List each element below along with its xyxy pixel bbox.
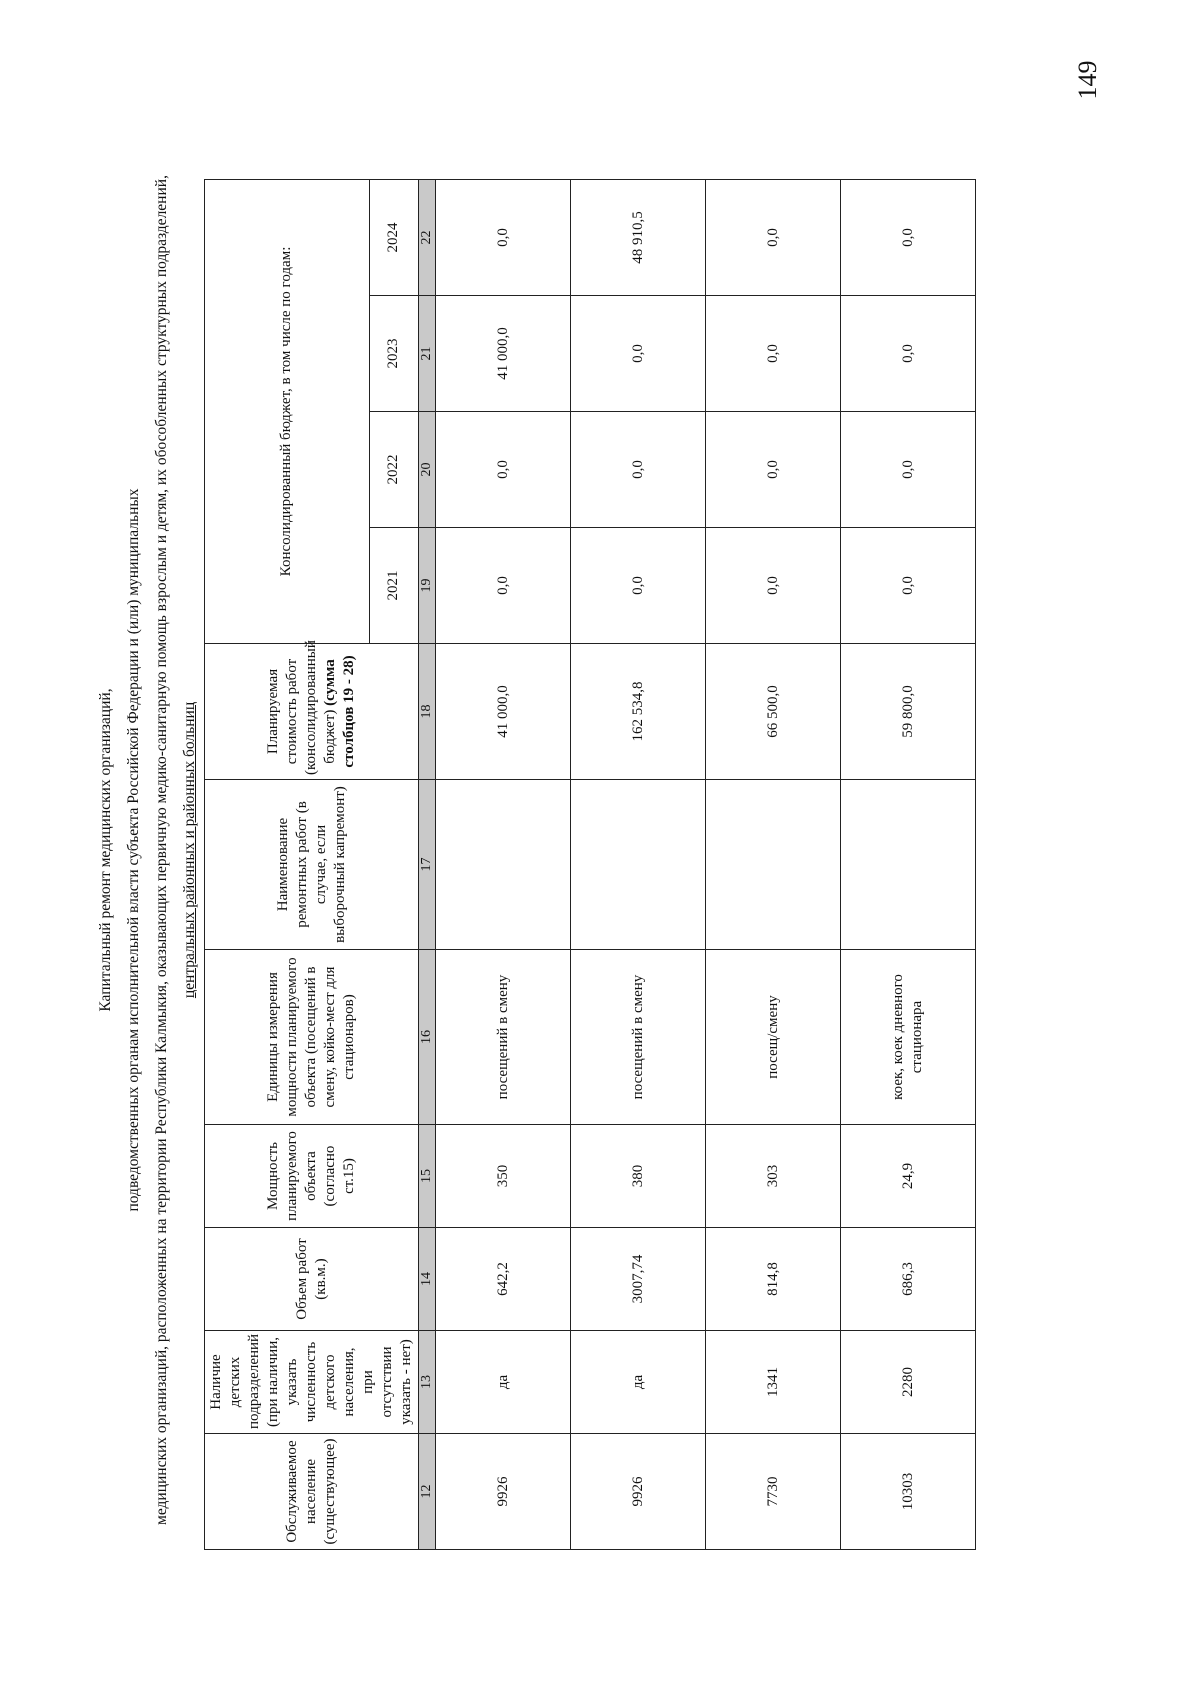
table-row <box>706 179 841 1549</box>
table-row <box>841 179 976 1549</box>
document-title <box>92 100 202 1600</box>
table-cell: 0,0 <box>436 179 571 295</box>
table-cell: 0,0 <box>841 412 976 528</box>
table-cell <box>571 780 706 950</box>
column-number: 18 <box>419 644 436 780</box>
column-number: 17 <box>419 780 436 950</box>
column-number: 20 <box>419 412 436 528</box>
table-cell: 0,0 <box>706 296 841 412</box>
page-number: 149 <box>1073 60 1102 100</box>
table-cell: 303 <box>706 1125 841 1228</box>
column-number: 21 <box>419 296 436 412</box>
table-cell: коек, коек дневного стационара <box>841 950 976 1125</box>
table-cell: 814,8 <box>706 1228 841 1331</box>
column-number: 22 <box>419 179 436 295</box>
header-c17: Наименование ремонтных работ (в случае, если выборочный капремонт) <box>205 780 419 950</box>
header-c16: Единицы измерения мощности планируемого объекта (посещений в смену, койко-мест для стационаров) <box>205 950 419 1125</box>
table-row <box>571 179 706 1549</box>
table-cell: да <box>436 1331 571 1434</box>
table-cell: 41 000,0 <box>436 296 571 412</box>
table-cell: 66 500,0 <box>706 644 841 780</box>
table-cell: 0,0 <box>841 296 976 412</box>
table-cell: 0,0 <box>706 179 841 295</box>
title-line-4: центральных районных и районных больниц <box>181 701 198 999</box>
header-c15: Мощность планируемого объекта (согласно ст.15) <box>205 1125 419 1228</box>
column-number: 15 <box>419 1125 436 1228</box>
table-cell: 9926 <box>436 1434 571 1550</box>
table-cell: 0,0 <box>706 528 841 644</box>
column-number: 14 <box>419 1228 436 1331</box>
table-cell: 3007,74 <box>571 1228 706 1331</box>
column-number-row <box>419 179 436 1549</box>
table-cell: 0,0 <box>436 412 571 528</box>
table-cell: 0,0 <box>841 179 976 295</box>
table-cell: 2280 <box>841 1331 976 1434</box>
table-cell: 0,0 <box>571 412 706 528</box>
header-year: 2022 <box>369 412 418 528</box>
header-year: 2024 <box>369 179 418 295</box>
table-cell: посещений в смену <box>571 950 706 1125</box>
header-c12: Обслуживаемое население (существующее) <box>205 1434 419 1550</box>
table-cell: 0,0 <box>706 412 841 528</box>
column-number: 13 <box>419 1331 436 1434</box>
rotated-page-content <box>92 100 1072 1600</box>
title-line-3: медицинских организаций, расположенных на территории Республики Калмыкия, оказывающих первичную медико-санитарную помощь взрослым и детям, их обособленных структурных подразделений, <box>153 175 170 1525</box>
header-c18-text: Планируемая стоимость работ (консолидированный бюджет) <box>265 640 338 775</box>
table-cell: 1341 <box>706 1331 841 1434</box>
table-cell: да <box>571 1331 706 1434</box>
table-cell <box>841 780 976 950</box>
title-line-2: подведомственных органам исполнительной власти субъекта Российской Федерации и (или) муниципальных <box>125 488 142 1212</box>
header-year: 2023 <box>369 296 418 412</box>
table-cell: 642,2 <box>436 1228 571 1331</box>
table-cell: посещений в смену <box>436 950 571 1125</box>
repair-table <box>204 179 976 1550</box>
header-c13: Наличие детских подразделений (при наличии, указать численность детского населения, при отсутствии указать - нет) <box>205 1331 419 1434</box>
header-year: 2021 <box>369 528 418 644</box>
table-cell: 686,3 <box>841 1228 976 1331</box>
header-c18 <box>205 640 419 780</box>
table-cell: 7730 <box>706 1434 841 1550</box>
column-number: 12 <box>419 1434 436 1550</box>
header-c18-note: (сумма столбцов 19 - 28) <box>322 655 357 768</box>
table-cell <box>706 780 841 950</box>
table-cell: 59 800,0 <box>841 644 976 780</box>
table-cell <box>436 780 571 950</box>
header-budget: Консолидированный бюджет, в том числе по годам: <box>205 179 370 643</box>
table-body <box>419 179 976 1549</box>
table-cell: 9926 <box>571 1434 706 1550</box>
column-number: 19 <box>419 528 436 644</box>
table-cell: 10303 <box>841 1434 976 1550</box>
column-number: 16 <box>419 950 436 1125</box>
table-cell: посещ/смену <box>706 950 841 1125</box>
table-cell: 0,0 <box>571 528 706 644</box>
table-cell: 350 <box>436 1125 571 1228</box>
header-c14: Объем работ (кв.м.) <box>205 1228 419 1331</box>
table-cell: 24,9 <box>841 1125 976 1228</box>
table-cell: 380 <box>571 1125 706 1228</box>
title-line-1: Капитальный ремонт медицинских организаций, <box>97 688 114 1012</box>
table-cell: 0,0 <box>571 296 706 412</box>
table-row <box>436 179 571 1549</box>
table-cell: 0,0 <box>436 528 571 644</box>
table-cell: 162 534,8 <box>571 644 706 780</box>
table-cell: 0,0 <box>841 528 976 644</box>
table-cell: 41 000,0 <box>436 644 571 780</box>
table-cell: 48 910,5 <box>571 179 706 295</box>
